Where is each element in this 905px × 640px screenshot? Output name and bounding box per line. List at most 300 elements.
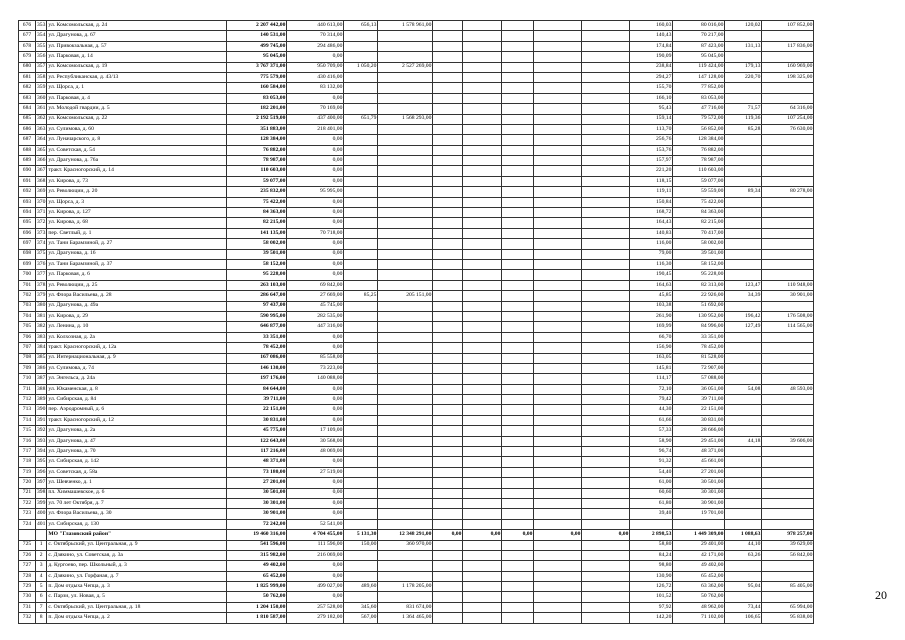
table-cell: [502, 41, 534, 51]
table-cell: [502, 343, 534, 353]
table-cell: 49 402,00: [227, 561, 287, 571]
table-row: [19, 135, 814, 145]
table-cell: 27 201,00: [673, 467, 725, 477]
table-cell: [534, 498, 582, 508]
table-cell: 83 053,00: [227, 93, 287, 103]
table-cell: 682: [19, 83, 36, 93]
table-cell: [378, 571, 433, 581]
table-cell: 0,00: [287, 208, 344, 218]
table-cell: [582, 187, 630, 197]
table-cell: 75 422,00: [227, 197, 287, 207]
table-cell: ул. Сибирская, д. 130: [47, 519, 227, 529]
table-cell: 401: [36, 519, 47, 529]
table-cell: 130 952,00: [673, 311, 725, 321]
table-cell: [725, 249, 762, 259]
table-cell: 377: [36, 270, 47, 280]
table-cell: ул. Молодой гвардии, д. 5: [47, 104, 227, 114]
table-cell: 360: [36, 93, 47, 103]
table-cell: [534, 322, 582, 332]
table-cell: [463, 218, 502, 228]
table-cell: [582, 145, 630, 155]
table-cell: ул. Сибирская, д. 142: [47, 457, 227, 467]
table-row: [19, 353, 814, 363]
table-cell: 294,27: [630, 72, 673, 82]
table-cell: [762, 343, 814, 353]
table-cell: [534, 93, 582, 103]
table-cell: 83 053,00: [673, 93, 725, 103]
table-cell: 364: [36, 135, 47, 145]
table-cell: [502, 613, 534, 623]
table-cell: 712: [19, 395, 36, 405]
table-cell: [762, 249, 814, 259]
table-cell: [582, 363, 630, 373]
table-cell: ул. Сулимова, д. 74: [47, 363, 227, 373]
table-cell: 164,43: [630, 218, 673, 228]
table-row: [19, 343, 814, 353]
table-cell: [725, 332, 762, 342]
table-cell: 371: [36, 208, 47, 218]
table-row: [19, 114, 814, 124]
table-cell: [463, 571, 502, 581]
table-cell: 85 405,00: [762, 582, 814, 592]
table-cell: 34,39: [725, 291, 762, 301]
table-cell: [502, 353, 534, 363]
table-cell: 140 088,00: [287, 374, 344, 384]
table-cell: 372: [36, 218, 47, 228]
table-row: [19, 156, 814, 166]
table-cell: [502, 478, 534, 488]
table-cell: 286 647,00: [227, 291, 287, 301]
table-cell: 0,00: [287, 239, 344, 249]
table-cell: 499 027,00: [287, 582, 344, 592]
table-row: [19, 239, 814, 249]
table-cell: ул. Энгельса, д. 24а: [47, 374, 227, 384]
table-cell: 713: [19, 405, 36, 415]
table-cell: 691: [19, 176, 36, 186]
table-cell: 48 371,00: [673, 447, 725, 457]
table-cell: [582, 395, 630, 405]
table-cell: [433, 145, 463, 155]
table-cell: [502, 301, 534, 311]
table-cell: [534, 31, 582, 41]
table-cell: ул. Щорса, д. 1: [47, 83, 227, 93]
table-cell: [463, 197, 502, 207]
table-cell: [582, 197, 630, 207]
table-cell: [344, 239, 378, 249]
total-row: [19, 530, 814, 540]
table-cell: [762, 197, 814, 207]
table-cell: 0,00: [287, 592, 344, 602]
table-cell: [534, 135, 582, 145]
table-cell: [463, 114, 502, 124]
table-cell: [762, 519, 814, 529]
table-cell: [463, 280, 502, 290]
table-cell: [378, 426, 433, 436]
table-cell: 0,00: [534, 530, 582, 540]
table-cell: 0,00: [287, 488, 344, 498]
table-cell: [725, 467, 762, 477]
table-cell: 590 995,00: [227, 311, 287, 321]
table-cell: [433, 467, 463, 477]
table-cell: [433, 197, 463, 207]
table-row: [19, 93, 814, 103]
table-cell: 1 204 150,00: [227, 602, 287, 612]
table-cell: [534, 280, 582, 290]
table-cell: [502, 436, 534, 446]
table-cell: [463, 239, 502, 249]
table-cell: 0,00: [287, 478, 344, 488]
table-cell: [433, 498, 463, 508]
table-cell: [344, 478, 378, 488]
table-row: [19, 208, 814, 218]
table-row: [19, 405, 814, 415]
table-cell: [463, 322, 502, 332]
table-cell: 95 045,00: [227, 52, 287, 62]
table-cell: 775 579,00: [227, 72, 287, 82]
table-cell: [534, 259, 582, 269]
table-cell: ул. Юкаменская, д. 8: [47, 384, 227, 394]
table-cell: 2: [36, 550, 47, 560]
table-cell: [762, 395, 814, 405]
table-cell: [762, 353, 814, 363]
table-cell: [582, 249, 630, 259]
table-cell: [534, 52, 582, 62]
table-row: [19, 550, 814, 560]
table-cell: [534, 332, 582, 342]
table-cell: 380: [36, 301, 47, 311]
table-cell: [502, 405, 534, 415]
table-cell: [344, 426, 378, 436]
table-cell: 48 371,00: [227, 457, 287, 467]
table-cell: [725, 571, 762, 581]
table-cell: 122 643,00: [227, 436, 287, 446]
table-cell: [463, 72, 502, 82]
table-cell: 376: [36, 259, 47, 269]
table-cell: [534, 467, 582, 477]
table-cell: [19, 530, 36, 540]
table-cell: [378, 415, 433, 425]
table-cell: [502, 259, 534, 269]
table-cell: 160,03: [630, 21, 673, 31]
table-cell: [344, 467, 378, 477]
table-cell: [463, 21, 502, 31]
table-cell: [534, 447, 582, 457]
table-cell: [534, 613, 582, 623]
table-cell: [463, 415, 502, 425]
table-cell: д. Кургоево, пер. Школьный, д. 3: [47, 561, 227, 571]
table-cell: [433, 124, 463, 134]
table-cell: 61,80: [630, 498, 673, 508]
table-cell: [344, 311, 378, 321]
table-cell: 716: [19, 436, 36, 446]
table-cell: 45 745,00: [287, 301, 344, 311]
table-cell: [582, 311, 630, 321]
table-cell: 79 572,00: [673, 114, 725, 124]
table-cell: [502, 124, 534, 134]
table-cell: [463, 405, 502, 415]
table-cell: 77 852,00: [673, 83, 725, 93]
table-cell: 0,00: [287, 145, 344, 155]
table-cell: 831 674,00: [378, 602, 433, 612]
table-cell: 263 103,00: [227, 280, 287, 290]
table-cell: 360 970,00: [378, 540, 433, 550]
table-cell: [534, 145, 582, 155]
table-cell: 95 045,00: [673, 52, 725, 62]
table-cell: [433, 270, 463, 280]
table-cell: 1 050,20: [344, 62, 378, 72]
table-cell: [378, 197, 433, 207]
table-cell: 141 135,00: [227, 228, 287, 238]
table-cell: с. Дзякино, ул. Советская, д. 3а: [47, 550, 227, 560]
table-cell: 50 762,00: [227, 592, 287, 602]
table-cell: [433, 395, 463, 405]
table-cell: [502, 602, 534, 612]
table-cell: ул. Драгунова, д. 76а: [47, 156, 227, 166]
table-cell: 30 301,00: [227, 498, 287, 508]
table-cell: 705: [19, 322, 36, 332]
table-cell: 59 559,00: [673, 187, 725, 197]
table-row: [19, 363, 814, 373]
table-cell: [378, 405, 433, 415]
table-cell: 91,32: [630, 457, 673, 467]
table-cell: [502, 104, 534, 114]
table-cell: 385: [36, 353, 47, 363]
table-cell: [378, 259, 433, 269]
table-cell: 61,66: [630, 415, 673, 425]
table-cell: [433, 249, 463, 259]
table-cell: [582, 31, 630, 41]
table-cell: 0,00: [287, 457, 344, 467]
table-cell: 58,80: [630, 540, 673, 550]
table-cell: 0,00: [287, 135, 344, 145]
table-cell: [433, 384, 463, 394]
table-cell: 131,13: [725, 41, 762, 51]
table-cell: 651,79: [344, 114, 378, 124]
table-cell: [762, 31, 814, 41]
table-cell: пер. Светлый, д. 1: [47, 228, 227, 238]
table-cell: [463, 228, 502, 238]
table-cell: 400: [36, 509, 47, 519]
table-cell: 978 257,00: [762, 530, 814, 540]
table-cell: 30 831,00: [673, 415, 725, 425]
table-cell: [433, 602, 463, 612]
table-cell: тракт. Красногорский, д. 12: [47, 415, 227, 425]
table-cell: [433, 135, 463, 145]
table-cell: 2 898,53: [630, 530, 673, 540]
table-cell: 39 606,00: [762, 436, 814, 446]
table-cell: [762, 426, 814, 436]
table-cell: 58 002,00: [673, 239, 725, 249]
table-cell: 0,00: [287, 509, 344, 519]
table-row: [19, 311, 814, 321]
table-cell: [344, 270, 378, 280]
table-cell: 76 882,00: [227, 145, 287, 155]
table-cell: 80 016,00: [673, 21, 725, 31]
table-cell: [582, 550, 630, 560]
table-cell: [502, 457, 534, 467]
table-cell: [762, 176, 814, 186]
table-cell: 159,14: [630, 114, 673, 124]
table-cell: 0,00: [287, 270, 344, 280]
table-cell: [582, 166, 630, 176]
table-cell: 117 216,00: [227, 447, 287, 457]
table-cell: 70 718,00: [287, 228, 344, 238]
table-cell: [582, 478, 630, 488]
table-cell: [762, 259, 814, 269]
table-cell: 1 088,63: [725, 530, 762, 540]
table-cell: 0,00: [287, 52, 344, 62]
table-cell: [534, 197, 582, 207]
table-cell: 706: [19, 332, 36, 342]
table-row: [19, 426, 814, 436]
table-cell: 1 178 205,00: [378, 582, 433, 592]
table-cell: 715: [19, 426, 36, 436]
table-cell: [378, 83, 433, 93]
table-cell: [502, 135, 534, 145]
table-cell: 0,00: [502, 530, 534, 540]
table-cell: 726: [19, 550, 36, 560]
table-cell: [433, 353, 463, 363]
table-cell: 113,70: [630, 124, 673, 134]
table-cell: 0,00: [287, 405, 344, 415]
table-cell: [762, 363, 814, 373]
table-cell: 0,00: [287, 384, 344, 394]
table-cell: [378, 301, 433, 311]
table-cell: [433, 72, 463, 82]
table-cell: 0,00: [287, 343, 344, 353]
table-cell: [762, 135, 814, 145]
table-cell: [502, 374, 534, 384]
table-cell: 190,45: [630, 270, 673, 280]
table-cell: 708: [19, 353, 36, 363]
table-cell: [534, 311, 582, 321]
table-cell: [433, 571, 463, 581]
table-cell: [534, 114, 582, 124]
table-cell: [534, 270, 582, 280]
table-cell: 63,26: [725, 550, 762, 560]
table-cell: 257 528,00: [287, 602, 344, 612]
table-cell: [534, 478, 582, 488]
table-cell: 84,24: [630, 550, 673, 560]
table-cell: 367: [36, 166, 47, 176]
table-cell: 1 364 465,00: [378, 613, 433, 623]
table-cell: [582, 301, 630, 311]
table-cell: [582, 218, 630, 228]
table-cell: [725, 239, 762, 249]
table-cell: [378, 467, 433, 477]
table-cell: [725, 228, 762, 238]
table-cell: 256,76: [630, 135, 673, 145]
table-cell: [433, 550, 463, 560]
table-cell: 381: [36, 311, 47, 321]
table-cell: [378, 343, 433, 353]
table-cell: [762, 156, 814, 166]
table-cell: 702: [19, 291, 36, 301]
table-cell: 720: [19, 478, 36, 488]
table-cell: [762, 509, 814, 519]
table-cell: 73,44: [725, 602, 762, 612]
table-cell: 397: [36, 478, 47, 488]
table-cell: [433, 343, 463, 353]
table-cell: 45 661,00: [673, 457, 725, 467]
table-cell: 56 852,00: [673, 124, 725, 134]
table-cell: 36 051,00: [673, 384, 725, 394]
table-cell: [502, 21, 534, 31]
table-cell: [534, 187, 582, 197]
table-cell: [463, 602, 502, 612]
table-cell: [463, 187, 502, 197]
table-cell: 261,90: [630, 311, 673, 321]
table-cell: [433, 228, 463, 238]
table-cell: [582, 426, 630, 436]
table-cell: [502, 176, 534, 186]
table-cell: 355: [36, 41, 47, 51]
table-cell: 101,52: [630, 592, 673, 602]
table-cell: 30 831,00: [227, 415, 287, 425]
table-cell: 1 568 293,00: [378, 114, 433, 124]
table-cell: 160 969,00: [762, 62, 814, 72]
table-cell: [502, 270, 534, 280]
table-cell: [582, 239, 630, 249]
table-cell: [378, 561, 433, 571]
table-cell: [534, 384, 582, 394]
table-cell: 354: [36, 31, 47, 41]
table-cell: [534, 228, 582, 238]
table-cell: [725, 301, 762, 311]
table-cell: [725, 52, 762, 62]
table-cell: 366: [36, 156, 47, 166]
table-cell: [502, 197, 534, 207]
table-cell: 699: [19, 259, 36, 269]
table-cell: 72 907,00: [673, 363, 725, 373]
table-cell: [762, 83, 814, 93]
table-cell: 150,00: [344, 540, 378, 550]
table-cell: [463, 467, 502, 477]
table-cell: [582, 592, 630, 602]
table-cell: 71,57: [725, 104, 762, 114]
table-row: [19, 228, 814, 238]
table-cell: 728: [19, 571, 36, 581]
table-cell: [344, 343, 378, 353]
table-cell: [762, 332, 814, 342]
table-cell: [502, 395, 534, 405]
table-cell: [344, 457, 378, 467]
table-cell: 683: [19, 93, 36, 103]
table-cell: [762, 93, 814, 103]
table-row: [19, 571, 814, 581]
table-cell: [725, 93, 762, 103]
table-cell: [433, 259, 463, 269]
table-cell: 0,00: [287, 93, 344, 103]
table-cell: [582, 436, 630, 446]
table-cell: [344, 322, 378, 332]
table-cell: [378, 498, 433, 508]
table-cell: [378, 104, 433, 114]
table-cell: 12 348 291,00: [378, 530, 433, 540]
table-cell: [582, 447, 630, 457]
table-cell: [502, 363, 534, 373]
table-cell: [344, 52, 378, 62]
table-cell: [582, 561, 630, 571]
table-cell: [762, 52, 814, 62]
table-cell: [344, 332, 378, 342]
table-cell: 84 363,00: [673, 208, 725, 218]
table-cell: 65 452,00: [227, 571, 287, 581]
table-cell: [344, 228, 378, 238]
table-cell: [502, 31, 534, 41]
table-cell: [725, 478, 762, 488]
table-cell: 216 069,00: [287, 550, 344, 560]
